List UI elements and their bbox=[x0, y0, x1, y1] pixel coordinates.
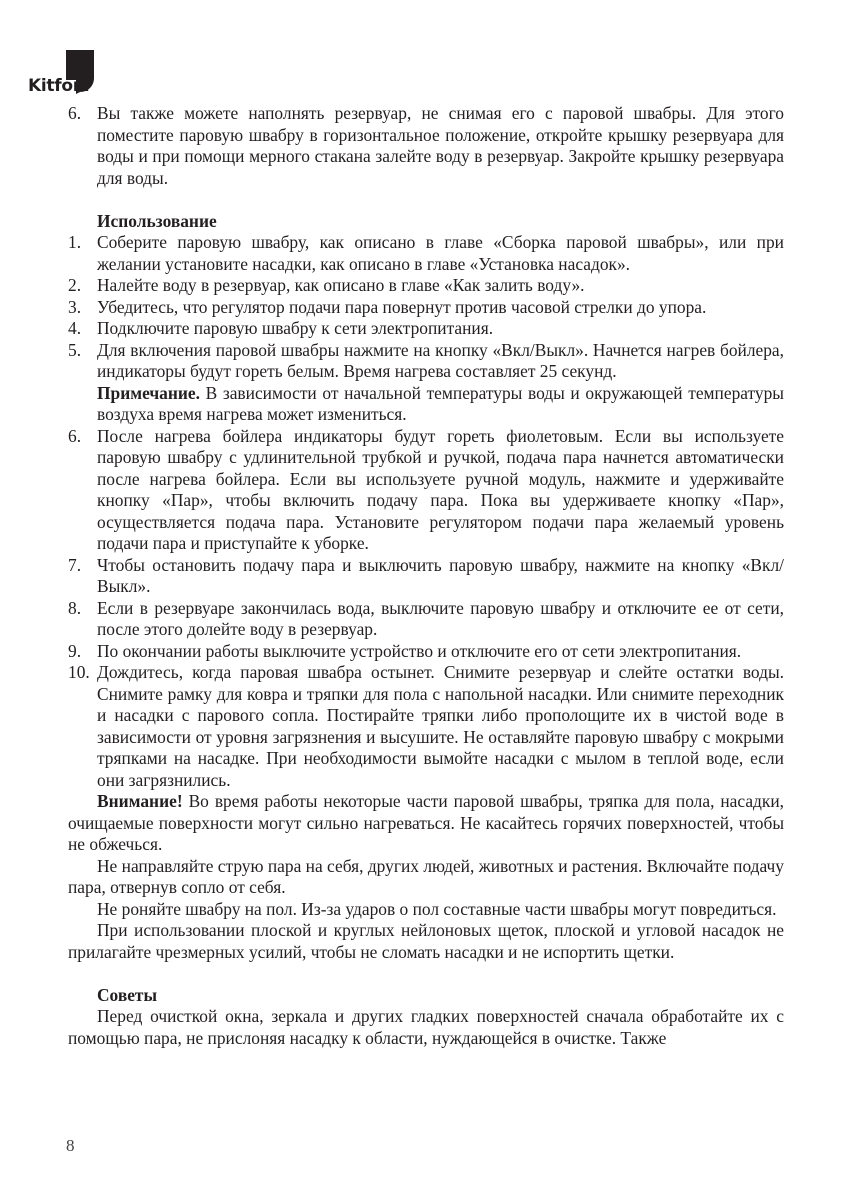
paragraph: Не роняйте швабру на пол. Из-за ударов о пол составные части швабры могут повредиться. bbox=[97, 898, 777, 919]
item-text: Вы также можете наполнять резервуар, не снимая его с паровой швабры. Для этого поместите паровую швабру в горизонтальное положение, откройте крышку резервуара для воды и при помощи мерного стакана залейте воду в резервуар. Закройте крышку резервуара для воды. bbox=[97, 103, 784, 188]
item-text: Убедитесь, что регулятор подачи пара повернут против часовой стрелки до упора. bbox=[97, 296, 707, 317]
warning-label: Внимание! bbox=[97, 791, 183, 811]
note-label: Примечание. bbox=[97, 382, 200, 403]
item-number: 3. bbox=[68, 296, 82, 317]
list-item bbox=[68, 641, 784, 663]
page-content bbox=[68, 103, 784, 1049]
list-item bbox=[68, 275, 784, 297]
list-item bbox=[68, 340, 784, 383]
list-item bbox=[68, 103, 784, 189]
note bbox=[68, 383, 784, 426]
item-text: Если в резервуаре закончилась вода, выключите паровую швабру и отключите ее от сети, после этого долейте воду в резервуар. bbox=[97, 597, 784, 639]
item-number: 7. bbox=[68, 554, 82, 575]
page-number: 8 bbox=[66, 1136, 75, 1155]
list-item bbox=[68, 555, 784, 598]
item-number: 2. bbox=[68, 275, 82, 295]
section-heading-usage: Использование bbox=[97, 210, 217, 231]
section-heading-tips: Советы bbox=[97, 984, 158, 1005]
warning-text: Во время работы некоторые части паровой швабры, тряпка для пола, насадки, очищаемые поверхности могут сильно нагреваться. Не касайтесь горячих поверхностей, чтобы не обжечься. bbox=[68, 791, 784, 854]
item-number: 9. bbox=[68, 640, 82, 661]
item-number: 6. bbox=[68, 103, 82, 123]
item-text: Подключите паровую швабру к сети электропитания. bbox=[97, 318, 494, 338]
note-text: В зависимости от начальной температуры воды и окружающей температуры воздуха время нагрева может измениться. bbox=[97, 382, 784, 424]
paragraph: Перед очисткой окна, зеркала и других гладких поверхностей сначала обработайте их с помощью пара, не прислоняя насадку к области, нуждающейся в очистке. Также bbox=[68, 1006, 784, 1048]
item-text: Чтобы остановить подачу пара и выключить паровую швабру, нажмите на кнопку «Вкл/Выкл». bbox=[97, 554, 784, 596]
item-text: После нагрева бойлера индикаторы будут гореть фиолетовым. Если вы используете паровую швабру с удлинительной трубкой и ручкой, подача пара начнется автоматически после нагрева бойлера. Если вы используете ручной модуль, нажмите и удерживайте кнопку «Пар», чтобы включить подачу пара. Пока вы удерживаете кнопку «Пар», осуществляется подача пара. Установите регулятором подачи пара желаемый уровень подачи пара и приступайте к уборке. bbox=[97, 425, 784, 553]
item-number: 1. bbox=[68, 232, 82, 252]
list-item bbox=[68, 318, 784, 340]
item-text: Налейте воду в резервуар, как описано в главе «Как залить воду». bbox=[97, 275, 585, 295]
list-item bbox=[68, 426, 784, 555]
item-text: Соберите паровую швабру, как описано в главе «Сборка паровой швабры», или при желании установите насадки, как описано в главе «Установка насадок». bbox=[97, 232, 784, 274]
list-item bbox=[68, 662, 784, 791]
list-item bbox=[68, 232, 784, 275]
item-number: 4. bbox=[68, 318, 82, 338]
item-number: 10. bbox=[68, 662, 90, 682]
item-number: 5. bbox=[68, 339, 82, 360]
warning-paragraph bbox=[68, 791, 784, 856]
item-number: 8. bbox=[68, 597, 82, 618]
logo-text: Kitfort bbox=[28, 76, 89, 96]
item-text: По окончании работы выключите устройство и отключите его от сети электропитания. bbox=[97, 640, 742, 661]
list-item bbox=[68, 297, 784, 319]
paragraph: Не направляйте струю пара на себя, других людей, животных и растения. Включайте подачу пара, отвернув сопло от себя. bbox=[68, 855, 784, 897]
item-number: 6. bbox=[68, 425, 82, 446]
list-item bbox=[68, 598, 784, 641]
item-text: Для включения паровой швабры нажмите на кнопку «Вкл/Выкл». Начнется нагрев бойлера, индикаторы будут гореть белым. Время нагрева составляет 25 секунд. bbox=[97, 339, 784, 381]
item-text: Дождитесь, когда паровая швабра остынет. Снимите резервуар и слейте остатки воды. Снимите рамку для ковра и тряпки для пола с напольной насадки. Или снимите переходник и насадки с парового сопла. Постирайте тряпки либо прополощите их в чистой воде в зависимости от уровня загрязнения и высушите. Не оставляйте паровую швабру с мокрыми тряпками на насадке. При необходимости вымойте насадки с мылом в теплой воде, если они загрязнились. bbox=[97, 662, 784, 790]
paragraph: При использовании плоской и круглых нейлоновых щеток, плоской и угловой насадок не прилагайте чрезмерных усилий, чтобы не сломать насадки и не испортить щетки. bbox=[68, 920, 784, 962]
